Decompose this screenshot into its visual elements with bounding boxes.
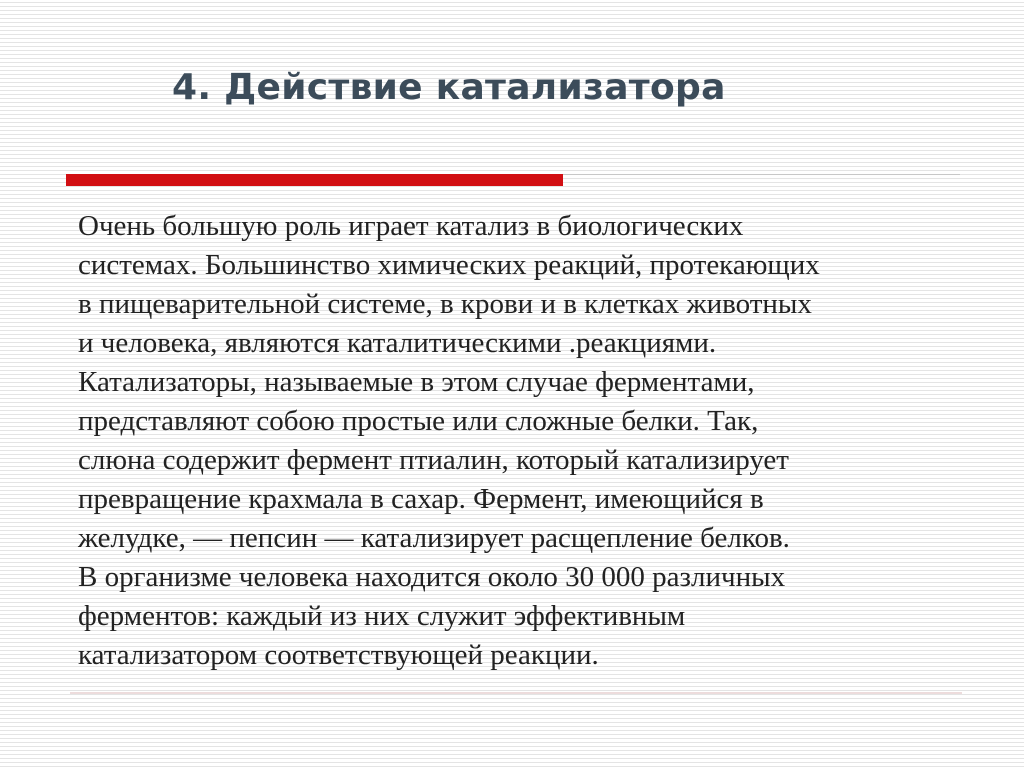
body-paragraph: Очень большую роль играет катализ в биологических системах. Большинство химических реакций, протекающих в пищеварительной системе, в крови и в клетках животных и человека, являются каталитическими .реакциями. Катализаторы, называемые в этом случае ферментами, представляют собою простые или сложные белки. Так, слюна содержит фермент птиалин, который катализирует превращение крахмала в сахар. Фермент, имеющийся в желудке, — пепсин — катализирует расщепление белков. В организме человека находится около 30 000 различных ферментов: каждый из них служит эффективным катализатором соответствующей реакции. — [78, 210, 820, 671]
title-underline-gray — [563, 174, 960, 175]
slide-title: 4. Действие катализатора — [172, 67, 726, 108]
bottom-divider — [70, 692, 962, 694]
title-underline-red — [66, 174, 563, 186]
